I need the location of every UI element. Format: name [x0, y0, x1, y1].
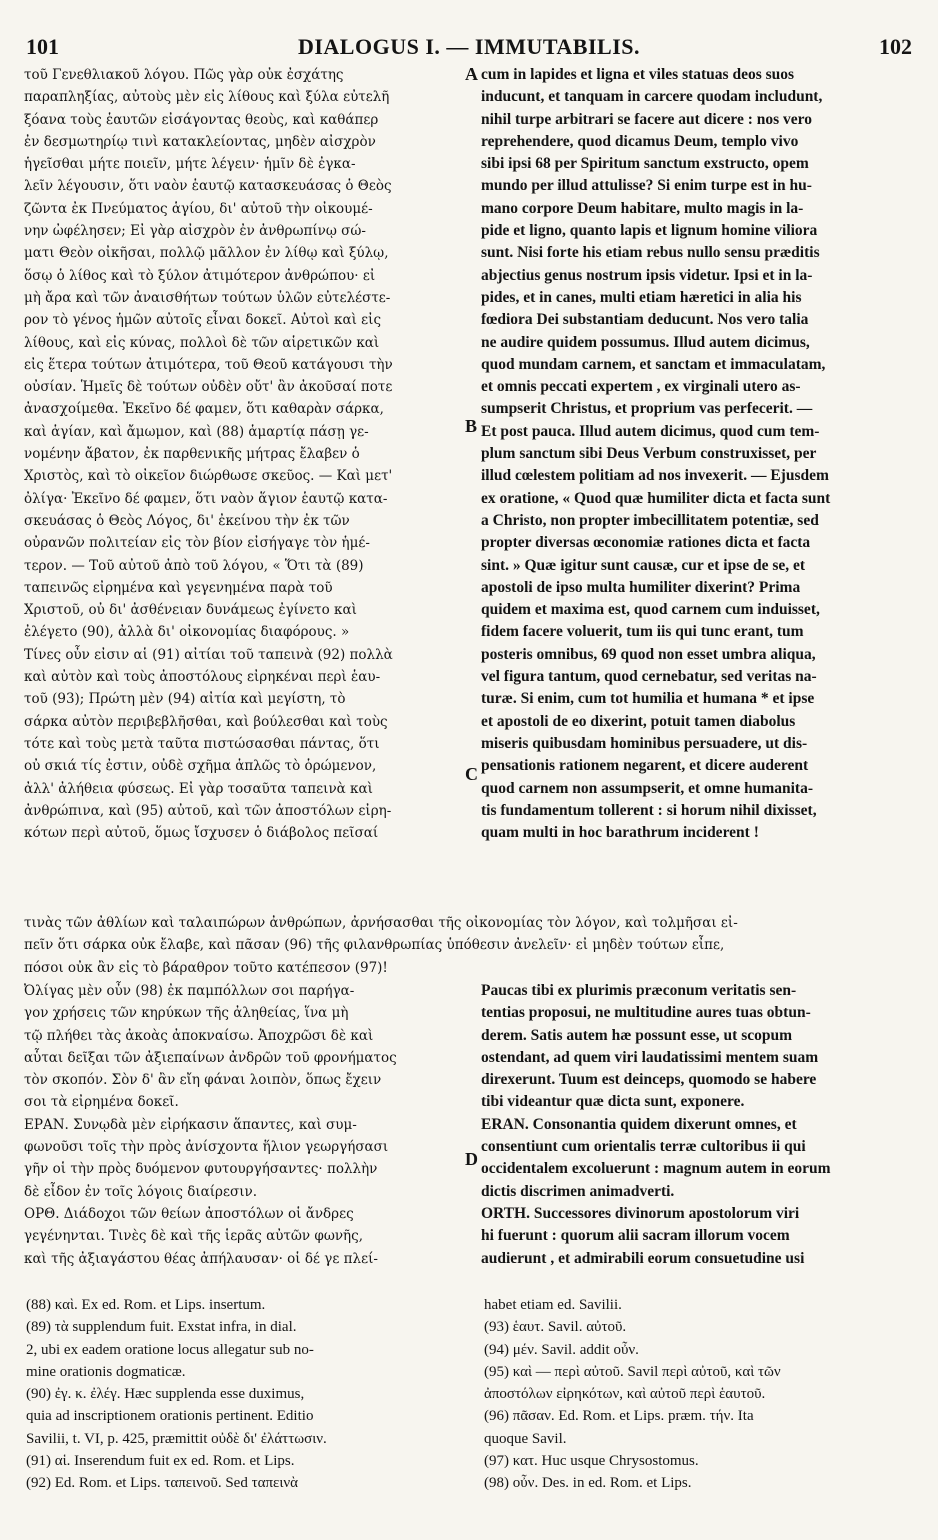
latin-text-line: tis fundamentum tollerent : si horum nihil dixisset, — [481, 801, 817, 819]
greek-text-line: φωνοῦσι τοῖς τὴν πρὸς ἀνίσχοντα ἥλιον γεωργήσασι — [24, 1139, 389, 1156]
latin-text-line: Et post pauca. Illud autem dicimus, quod cum tem- — [481, 422, 820, 440]
latin-text-line: a Christo, non propter imbecillitatem potentiæ, sed — [481, 511, 819, 529]
greek-text-line: κότων περὶ αὐτοῦ, ὅμως ἴσχυσεν ὁ διάβολος πεῖσαί — [24, 825, 379, 842]
latin-text-line: occidentalem excoluerunt : magnum autem in eorum — [481, 1160, 831, 1178]
running-title: DIALOGUS I. — IMMUTABILIS. — [297, 34, 641, 59]
greek-text-line: παραπληξίας, αὐτοὺς μὲν εἰς λίθους καὶ ξύλα εὐτελῆ — [24, 89, 390, 106]
greek-text-line: γῆν οἱ τὴν πρὸς δυόμενον φυτουργήσαντες· πολλὴν — [24, 1161, 378, 1178]
greek-text-line: Χριστὸς, καὶ τὸ οἰκεῖον διώρθωσε σκεῦος. — Καὶ μετ' — [24, 468, 393, 485]
greek-text-line: Χριστοῦ, οὐ δι' ἀσθένειαν δυνάμεως ἐγίνετο καὶ — [24, 602, 357, 619]
spanning-greek-lines — [24, 912, 912, 979]
latin-text-line: cum in lapides et ligna et viles statuas deos suos — [481, 66, 795, 83]
greek-text-line: οὐ σκιά τίς ἐστιν, οὐδὲ σχῆμα ἁπλῶς τὸ ὁρώμενον, — [24, 758, 377, 775]
greek-text-line: καὶ αὐτὸν καὶ τοὺς ἀποστόλους εἰρηκέναι περὶ ἑαυ- — [24, 669, 381, 686]
greek-text-line: λεῖν λέγουσιν, ὅτι ναὸν ἑαυτῷ κατασκευάσας ὁ Θεὸς — [24, 178, 392, 195]
latin-text-line: quod mundam carnem, et sanctam et immaculatam, — [481, 355, 826, 373]
footnote-line: (95) καὶ — περὶ αὐτοῦ. Savil περὶ αὐτοῦ, καὶ τῶν — [484, 1363, 781, 1380]
latin-text-line: consentiunt cum orientalis terræ cultoribus ii qui — [481, 1138, 806, 1156]
latin-text-line: sibi ipsi 68 per Spiritum sanctum exstructo, opem — [481, 155, 809, 173]
latin-text-line: propter diversas œconomiæ rationes dicta et facta — [481, 534, 811, 552]
latin-text-line: tentias proposui, ne multitudine aures tuas obtun- — [481, 1004, 811, 1022]
latin-text-line: turæ. Si enim, cum tot humilia et humana * et ipse — [481, 690, 815, 708]
footnote-line: (88) καὶ. Ex ed. Rom. et Lips. insertum. — [26, 1297, 266, 1313]
greek-column — [24, 64, 464, 844]
latin-text-line: pensationis rationem negarent, et dicere auderent — [481, 757, 809, 775]
greek-text-line: γον χρήσεις τῶν κηρύκων τῆς ἀληθείας, ἵνα μὴ — [24, 1005, 349, 1022]
greek-text-line: ἀλλ' ἀλήθεια φύσεως. Εἰ γὰρ τοσαῦτα ταπεινὰ καὶ — [24, 780, 373, 797]
footnotes-right — [484, 1296, 912, 1497]
footnote-line: mine orationis dogmaticæ. — [26, 1363, 186, 1380]
greek-text-line: ὅσῳ ὁ λίθος καὶ τὸ ξύλον ἀτιμότερον ἀνθρώπου· εἰ — [24, 267, 376, 284]
margin-letter: D — [465, 1149, 478, 1169]
spanning-text-line: τινὰς τῶν ἀθλίων καὶ ταλαιπώρων ἀνθρώπων, ἀρνήσασθαι τῆς οἰκονομίας τὸν λόγον, καὶ τολμῆσαι εἰ- — [24, 915, 738, 931]
footnote-line: (89) τὰ supplendum fuit. Exstat infra, in dial. — [26, 1319, 297, 1336]
greek-text-line: νομένην ἄβατον, ἐκ παρθενικῆς μήτρας ἔλαβεν ὁ — [24, 446, 360, 463]
greek-text-line: ἡγεῖσθαι μήτε ποιεῖν, μήτε λέγειν· ἡμῖν δὲ ἐγκα- — [24, 156, 356, 173]
latin-text-line: ORTH. Successores divinorum apostolorum viri — [481, 1204, 800, 1222]
latin-text-line: quidem et maxima est, quod carnem cum induisset, — [481, 601, 820, 619]
latin-text-line: pide et ligno, quanto lapis et lignum homine viliora — [481, 222, 818, 240]
greek-text-line: τοῦ Γενεθλιακοῦ λόγου. Πῶς γὰρ οὐκ ἐσχάτης — [24, 67, 344, 83]
spanning-text-line: πεῖν ὅτι σάρκα οὐκ ἔλαβε, καὶ πᾶσαν (96) τῆς φιλανθρωπίας ὑπόθεσιν ἀνελεῖν· εἰ μηδὲν τούτων εἶπε, — [24, 937, 725, 954]
greek-text-line: γεγένηνται. Τινὲς δὲ καὶ τῆς ἱερᾶς αὐτῶν φωνῆς, — [24, 1228, 363, 1245]
footnote-line: Savilii, t. VI, p. 425, præmittit οὐδὲ δι' ἐλάττωσιν. — [26, 1430, 327, 1447]
greek-text-line: τοῦ (93); Πρώτη μὲν (94) αἰτία καὶ μεγίστη, τὸ — [24, 691, 346, 708]
latin-text-line: dictis discrimen animadverti. — [481, 1182, 675, 1200]
latin-text-line: pides, et in canes, multi etiam hæretici in alia his — [481, 288, 802, 306]
latin-text-line: mano corpore Deum habitare, multo magis in la- — [481, 199, 804, 217]
latin-text-line: quam multi in hoc barathrum inciderent ! — [481, 824, 759, 842]
latin-text-line: abjectius genus nostrum ipsis videtur. Ipsi et in la- — [481, 266, 813, 284]
latin-text-line: derem. Satis autem hæ possunt esse, ut scopum — [481, 1026, 793, 1044]
latin-text-line: sumpserit Christus, et proprium vas perfecerit. — — [481, 400, 813, 418]
greek-text-line: ζῶντα ἐκ Πνεύματος ἁγίου, δι' αὐτοῦ τὴν οἰκουμέ- — [24, 200, 373, 217]
latin-text-line: ostendant, ad quem viri laudatissimi mentem suam — [481, 1048, 819, 1066]
latin-text-line: mundo per illud attulisse? Si enim turpe est in hu- — [481, 177, 812, 195]
greek-text-line: οὐρανῶν πολιτείαν εἰς τὸν βίον εἰσήγαγε τὸν ἡμέ- — [24, 535, 370, 552]
greek-text-line: νην ὠφέλησεν; Εἰ γὰρ αἰσχρὸν ἐν ἀνθρωπίνῳ σώ- — [24, 223, 366, 240]
footnote-line: habet etiam ed. Savilii. — [484, 1297, 622, 1313]
latin-text-line: fidem facere voluerit, tum iis qui tunc erant, tum — [481, 623, 804, 641]
latin-text-line: sunt. Nisi forte his etiam rebus nullo sensu præditis — [481, 244, 820, 262]
latin-text-line: nihil turpe arbitrari se facere aut dicere : nos vero — [481, 110, 813, 128]
latin-text-line: et apostoli de eo dixerint, potuit tamen diabolus — [481, 712, 796, 730]
latin-text-line: miseris quibusdam hominibus persuadere, ut dis- — [481, 734, 808, 752]
greek-text-line: ἐλέγετο (90), ἀλλὰ δι' οἰκονομίας διαφόρους. » — [24, 624, 350, 641]
greek-text-line: καὶ τῆς ἀξιαγάστου θέας ἀπήλαυσαν· οἱ δέ γε πλεί- — [24, 1250, 378, 1267]
footnote-line: quia ad inscriptionem orationis pertinent. Editio — [26, 1408, 314, 1425]
footnote-line: (94) μέν. Savil. addit οὖν. — [484, 1341, 639, 1358]
greek-text-line: δὲ εἶδον ἐν τοῖς λόγοις διαίρεσιν. — [24, 1183, 257, 1200]
latin-text-line: direxerunt. Tuum est deinceps, quomodo se habere — [481, 1071, 817, 1089]
right-page-number: 102 — [879, 34, 912, 59]
footnote-line: (96) πᾶσαν. Ed. Rom. et Lips. præm. τήν. Ita — [484, 1408, 754, 1425]
greek-text-line: ὀλίγα· Ἐκεῖνο δέ φαμεν, ὅτι ναὸν ἅγιον ἑαυτῷ κατα- — [24, 490, 388, 507]
greek-text-line: ματι Θεὸν οἰκῆσαι, πολλῷ μᾶλλον ἐν λίθῳ καὶ ξύλῳ, — [24, 245, 389, 262]
latin-text-line: ERAN. Consonantia quidem dixerunt omnes, et — [481, 1115, 797, 1133]
greek-text-line: τὸν σκοπόν. Σὸν δ' ἂν εἴη φάναι λοιπὸν, ὅπως ἔχειν — [24, 1072, 382, 1089]
latin-text-line: hi fuerunt : quorum alii sacram illorum vocem — [481, 1227, 790, 1245]
greek-text-line: ἀνθρώπινα, καὶ (95) αὐτοῦ, καὶ τῶν ἀποστόλων εἰρη- — [24, 802, 392, 819]
latin-text-line: et omnis peccati expertem , ex virginali utero as- — [481, 378, 801, 396]
greek-text-line: ἀνασχοίμεθα. Ἐκεῖνο δέ φαμεν, ὅτι καθαρὰν σάρκα, — [24, 401, 384, 418]
footnote-line: (97) κατ. Huc usque Chrysostomus. — [484, 1453, 699, 1470]
left-page-number: 101 — [26, 34, 59, 59]
latin-text-line: fœdiora Dei substantiam deducunt. Nos vero talia — [481, 311, 809, 329]
latin-text-line: tibi videantur quæ dicta sunt, exponere. — [481, 1093, 745, 1111]
latin-text-line: quod carnem non assumpserit, et omne humanita- — [481, 779, 813, 797]
greek-text-line: τῷ πλήθει τὰς ἀκοὰς ἀποκναίσω. Ἀποχρῶσι δὲ καὶ — [24, 1027, 374, 1044]
greek-text-line: αὗται δεῖξαι τῶν ἀξιεπαίνων ἀνδρῶν τοῦ φρονήματος — [24, 1049, 397, 1066]
latin-text-line: inducunt, et tanquam in carcere quodam includunt, — [481, 88, 823, 106]
latin-column-continued — [481, 980, 909, 1270]
footnote-line: 2, ubi ex eadem oratione locus allegatur sub no- — [26, 1341, 314, 1358]
footnote-line: quoque Savil. — [484, 1430, 567, 1447]
footnote-line: (93) ἑαυτ. Savil. αὐτοῦ. — [484, 1319, 627, 1336]
greek-text-line: ταπεινῶς εἰρημένα καὶ γεγενημένα παρὰ τοῦ — [24, 579, 333, 596]
greek-text-line: σοι τὰ εἰρημένα δοκεῖ. — [24, 1094, 179, 1111]
latin-text-line: illud cœlestem politiam ad nos invexerit. — Ejusdem — [481, 467, 829, 485]
margin-letter: B — [465, 416, 478, 436]
greek-text-line: ρον τὸ γένος ἡμῶν αὐτοῖς εἶναι δοκεῖ. Αὐτοὶ καὶ εἰς — [24, 312, 382, 329]
latin-text-line: ex oratione, « Quod quæ humiliter dicta et facta sunt — [481, 489, 831, 507]
greek-text-line: Τίνες οὖν εἰσιν αἱ (91) αἰτίαι τοῦ ταπεινὰ (92) πολλὰ — [24, 646, 393, 663]
greek-text-line: εἰς ἕτερα τούτων ἀτιμότερα, τοῦ Θεοῦ κατάγουσι τὴν — [24, 356, 393, 373]
latin-text-line: ne audire quidem possumus. Illud autem dicimus, — [481, 333, 810, 351]
footnotes-left — [26, 1296, 466, 1497]
footnote-line: ἀποστόλων εἰρηκότων, καὶ αὐτοῦ περὶ ἑαυτοῦ. — [484, 1386, 766, 1403]
latin-text-line: reprehendere, quod dicamus Deum, templo vivo — [481, 132, 799, 150]
greek-text-line: τερον. — Τοῦ αὐτοῦ ἀπὸ τοῦ λόγου, « Ὅτι τὰ (89) — [24, 557, 364, 574]
spanning-text-line: πόσοι οὐκ ἂν εἰς τὸ βάραθρον τοῦτο κατέπεσον (97)! — [24, 959, 388, 976]
latin-text-line: Paucas tibi ex plurimis præconum veritatis sen- — [481, 982, 797, 999]
latin-text-line: vel figura tantum, quod cernebatur, sed veritas na- — [481, 668, 817, 686]
greek-text-line: μὴ ἄρα καὶ τῶν ἀναισθήτων τούτων ὑλῶν εὐτελέστε- — [24, 289, 391, 306]
greek-text-line: σάρκα αὐτὸν περιβεβλῆσθαι, καὶ βούλεσθαι καὶ τοὺς — [24, 713, 388, 730]
greek-text-line: ξόανα τοὺς ἑαυτῶν εἰσάγοντας θεοὺς, καὶ καθάπερ — [24, 111, 379, 128]
footnote-line: (92) Ed. Rom. et Lips. ταπεινοῦ. Sed ταπεινὰ — [26, 1475, 299, 1492]
greek-text-line: Ὀλίγας μὲν οὖν (98) ἐκ παμπόλλων σοι παρήγα- — [24, 983, 355, 999]
footnote-line: (90) ἐγ. κ. ἐλέγ. Hæc supplenda esse duximus, — [26, 1386, 305, 1403]
margin-letter: A — [465, 64, 478, 84]
greek-text-line: σκευάσας ὁ Θεὸς Λόγος, δι' ἐκείνου τὴν ἐκ τῶν — [24, 512, 350, 529]
greek-text-line: ΕΡΑΝ. Συνῳδὰ μὲν εἰρήκασιν ἅπαντες, καὶ συμ- — [24, 1116, 357, 1133]
latin-column — [481, 64, 909, 844]
page-header — [26, 34, 912, 60]
greek-text-line: οὐσίαν. Ἡμεῖς δὲ τούτων οὐδὲν οὔτ' ἂν ἀκοῦσαί ποτε — [24, 379, 393, 396]
footnote-line: (91) αἱ. Inserendum fuit ex ed. Rom. et Lips. — [26, 1453, 295, 1470]
greek-text-line: ἐν δεσμωτηρίῳ τινὶ κατακλείοντας, μηδὲν αἰσχρὸν — [24, 133, 376, 150]
footnote-line: (98) οὖν. Des. in ed. Rom. et Lips. — [484, 1475, 692, 1492]
margin-letter: C — [465, 764, 478, 784]
latin-text-line: audierunt , et admirabili eorum consuetudine usi — [481, 1249, 805, 1267]
greek-text-line: τότε καὶ τοὺς μετὰ ταῦτα πιστώσασθαι πάντας, ὅτι — [24, 735, 380, 752]
latin-text-line: sint. » Quæ igitur sunt causæ, cur et ipse de se, et — [481, 556, 806, 574]
latin-text-line: plum sanctum sibi Deus Verbum construxisset, per — [481, 445, 817, 463]
greek-text-line: καὶ ἁγίαν, καὶ ἄμωμον, καὶ (88) ἁμαρτίᾳ πάσῃ γε- — [24, 423, 369, 440]
greek-text-line: λίθους, καὶ εἰς κύνας, πολλοὶ δὲ τῶν αἱρετικῶν καὶ — [24, 334, 380, 351]
greek-column-continued — [24, 980, 464, 1270]
latin-text-line: apostoli de ipso multa humiliter dixerint? Prima — [481, 578, 801, 596]
latin-text-line: posteris omnibus, 69 quod non esset umbra aliqua, — [481, 645, 816, 663]
greek-text-line: ΟΡΘ. Διάδοχοι τῶν θείων ἀποστόλων οἱ ἄνδρες — [24, 1205, 354, 1222]
